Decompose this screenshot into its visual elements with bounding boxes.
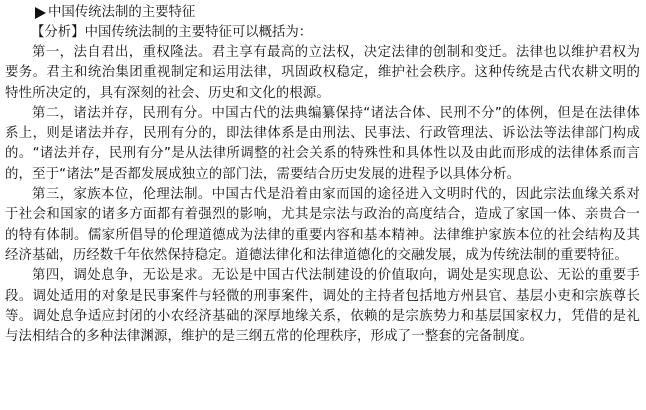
- analysis-label: 【分析】: [31, 25, 85, 40]
- triangle-right-icon: [35, 7, 46, 19]
- paragraph-third: 第三，家族本位，伦理法制。中国古代是沿着由家而国的途径进入文明时代的，因此宗法血缘关系对于社会和国家的诸多方面都有着强烈的影响，尤其是宗法与政治的高度结合，造成了家国一体、亲贵合一的特有体制。儒家所倡导的伦理道德成为法律的重要内容和基本精神。法律维护家族本位的社会结构及其经济基础，历经数千年依然保持稳定。道德法律化和法律道德化的交融发展，成为传统法制的重要特征。: [5, 187, 640, 263]
- section-heading: [5, 3, 640, 23]
- paragraph-first: 第一，法自君出，重权隆法。君主享有最高的立法权，决定法律的创制和变迁。法律也以维护君权为要务。君主和统治集团重视制定和运用法律，巩固政权稳定，维护社会秩序。这种传统是古代农耕文明的特性所决定的，具有深刻的社会、历史和文化的根源。: [5, 45, 640, 101]
- heading-title: 中国传统法制的主要特征: [48, 5, 196, 20]
- paragraph-fourth: 第四，调处息争，无讼是求。无讼是中国古代法制建设的价值取向，调处是实现息讼、无讼的重要手段。调处适用的对象是民事案件与轻微的刑事案件，调处的主持者包括地方州县官、基层小吏和宗族尊长等。调处息争适应封闭的小农经济基础的深厚地缘关系，依赖的是宗族势力和基层国家权力，凭借的是礼与法相结合的多种法律渊源，维护的是三纲五常的伦理秩序，形成了一整套的完备制度。: [5, 268, 640, 345]
- analysis-text: 中国传统法制的主要特征可以概括为：: [84, 25, 313, 40]
- paragraph-second: 第二，诸法并存，民刑有分。中国古代的法典编纂保持“诸法合体、民刑不分”的体例，但是在法律体系上，则是诸法并存，民刑有分的，即法律体系是由刑法、民事法、行政管理法、诉讼法等法律部门构成的。“诸法并存，民刑有分”是从法律所调整的社会关系的特殊性和具体性以及由此而形成的法律体系而言的，至于“诸法”是否都发展成独立的部门法，需要结合历史发展的进程予以具体分析。: [5, 105, 640, 182]
- analysis-intro: [5, 23, 640, 43]
